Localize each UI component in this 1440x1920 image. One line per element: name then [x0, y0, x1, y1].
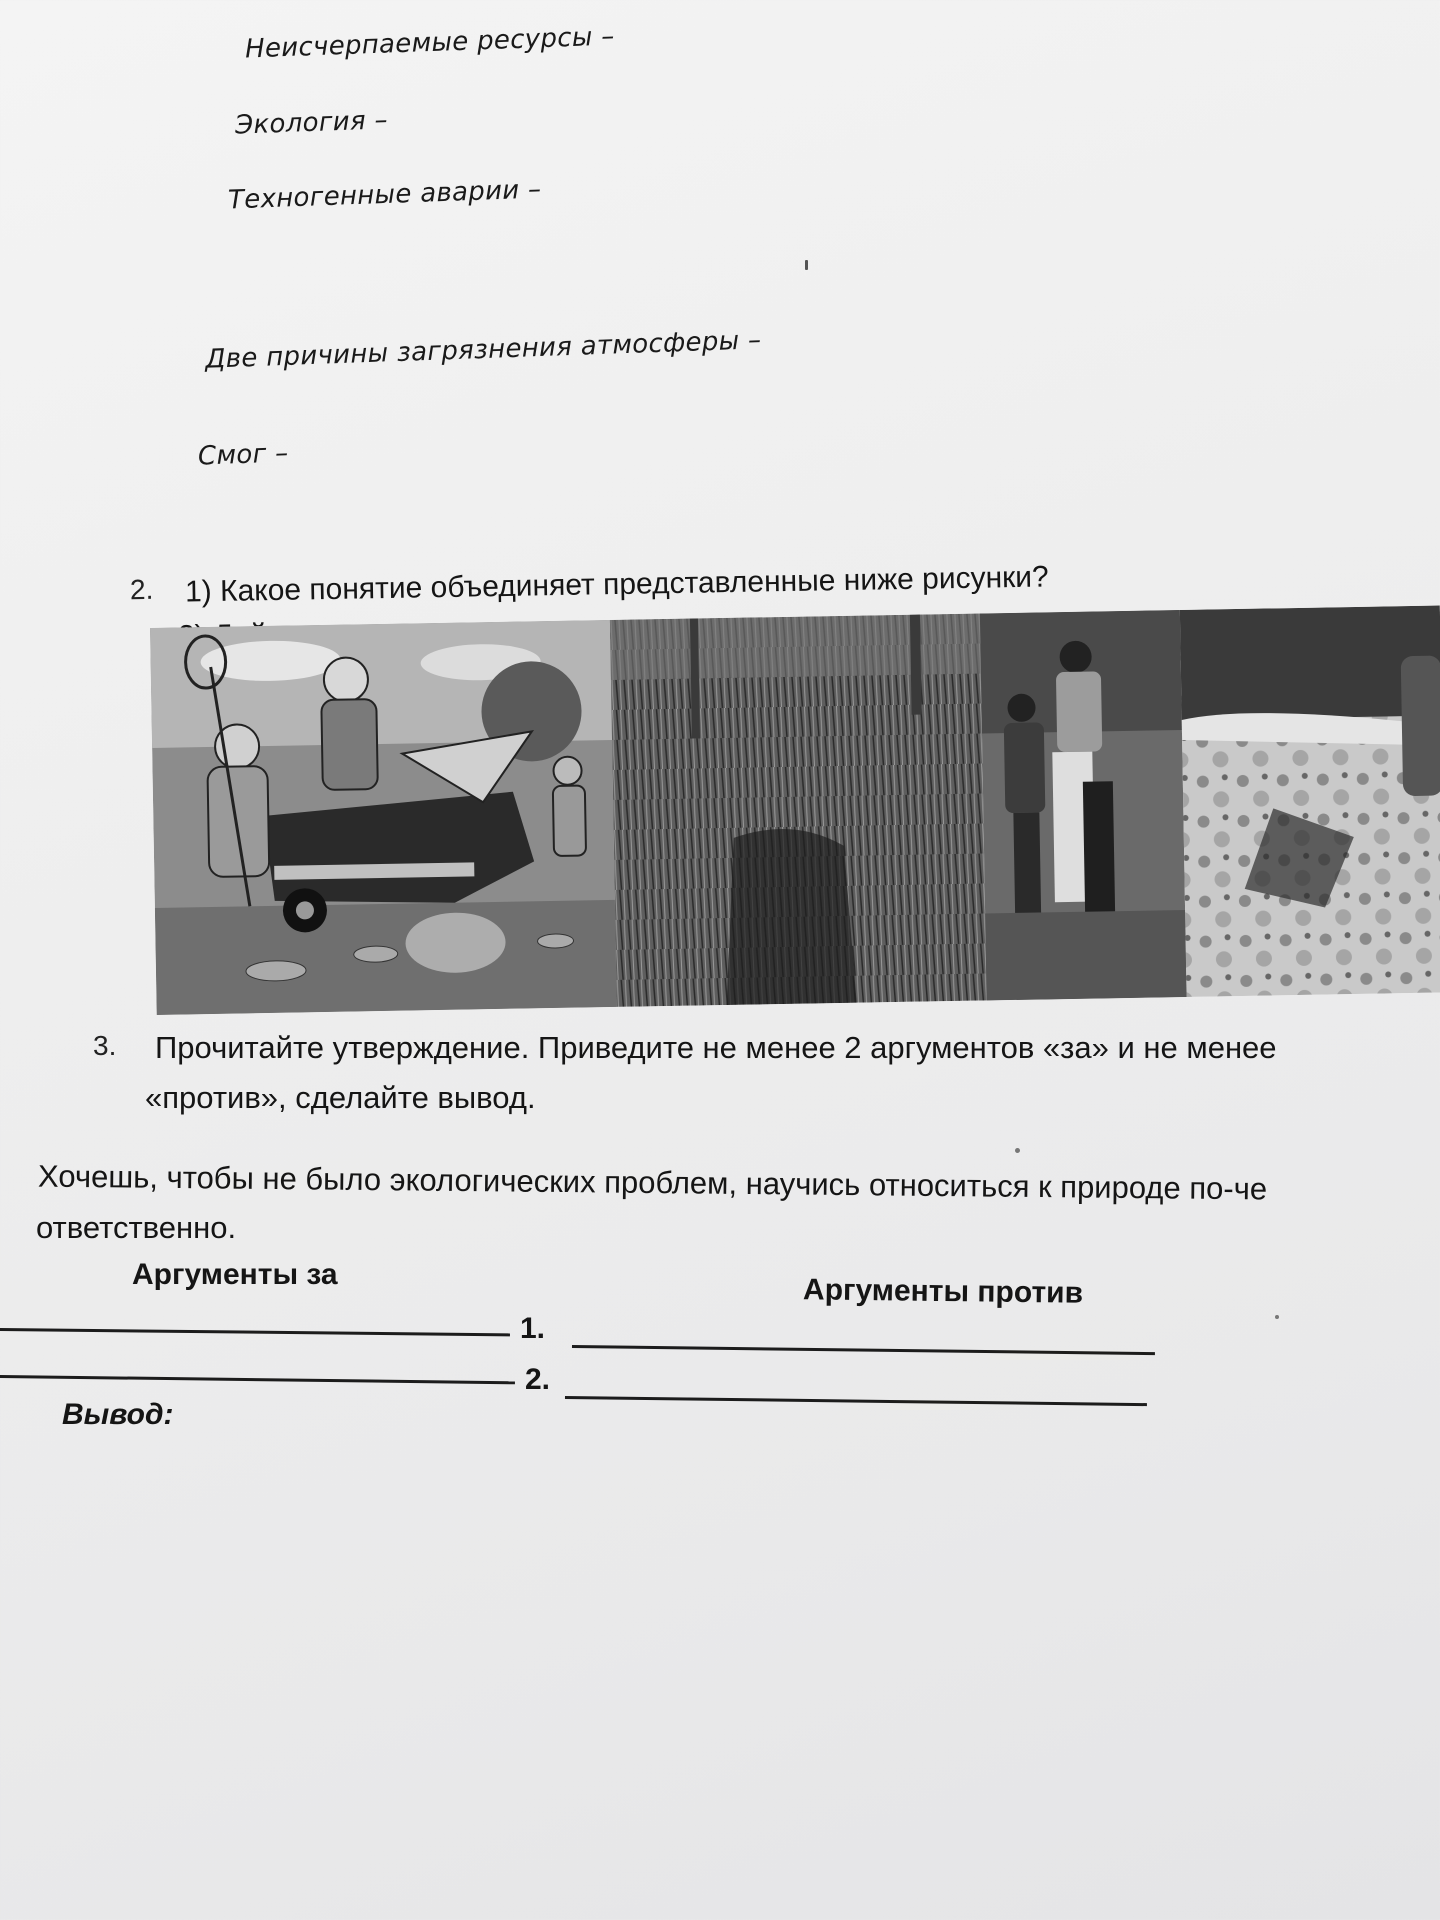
task3-instruction-1: Прочитайте утверждение. Приведите не менее 2 аргументов «за» и не менее [155, 1030, 1277, 1065]
image-people-in-forest [980, 610, 1187, 1000]
ink-speck [805, 260, 808, 270]
task3-instruction-2: «против», сделайте вывод. [145, 1080, 536, 1115]
term-smog: Смог – [197, 438, 289, 472]
ink-speck [1015, 1148, 1020, 1153]
conclusion-label: Вывод: [62, 1398, 174, 1431]
photo-collage-svg [150, 605, 1440, 1014]
arguments-for-heading: Аргументы за [132, 1258, 338, 1291]
image-rocky-shore [1180, 605, 1440, 996]
term-ecology: Экология – [234, 105, 389, 141]
answer-line-for-2[interactable] [0, 1375, 515, 1384]
answer-line-against-1[interactable] [572, 1345, 1155, 1355]
image-cartoon-fishermen-car [150, 620, 617, 1015]
ink-speck [1275, 1315, 1279, 1319]
item-number-1: 1. [520, 1312, 546, 1345]
task2-question-1: 1) Какое понятие объединяет представленные ниже рисунки? [184, 560, 1049, 609]
task3-number: 3. [93, 1030, 117, 1061]
arguments-against-heading: Аргументы против [802, 1273, 1084, 1310]
image-tall-grass-field [610, 614, 987, 1007]
statement-line-1: Хочешь, чтобы не было экологических проблем, научись относиться к природе по-че [37, 1158, 1268, 1207]
item-number-2: 2. [525, 1363, 551, 1396]
answer-line-against-2[interactable] [565, 1396, 1147, 1406]
answer-line-for-1[interactable] [0, 1328, 510, 1336]
statement-line-2: ответственно. [36, 1210, 237, 1245]
task2-number: 2. [129, 573, 154, 606]
term-pollution-causes: Две причины загрязнения атмосферы – [204, 325, 762, 375]
term-technogenic-accidents: Техногенные аварии – [227, 174, 542, 216]
term-inexhaustible-resources: Неисчерпаемые ресурсы – [244, 21, 616, 65]
photo-collage [150, 605, 1440, 1014]
